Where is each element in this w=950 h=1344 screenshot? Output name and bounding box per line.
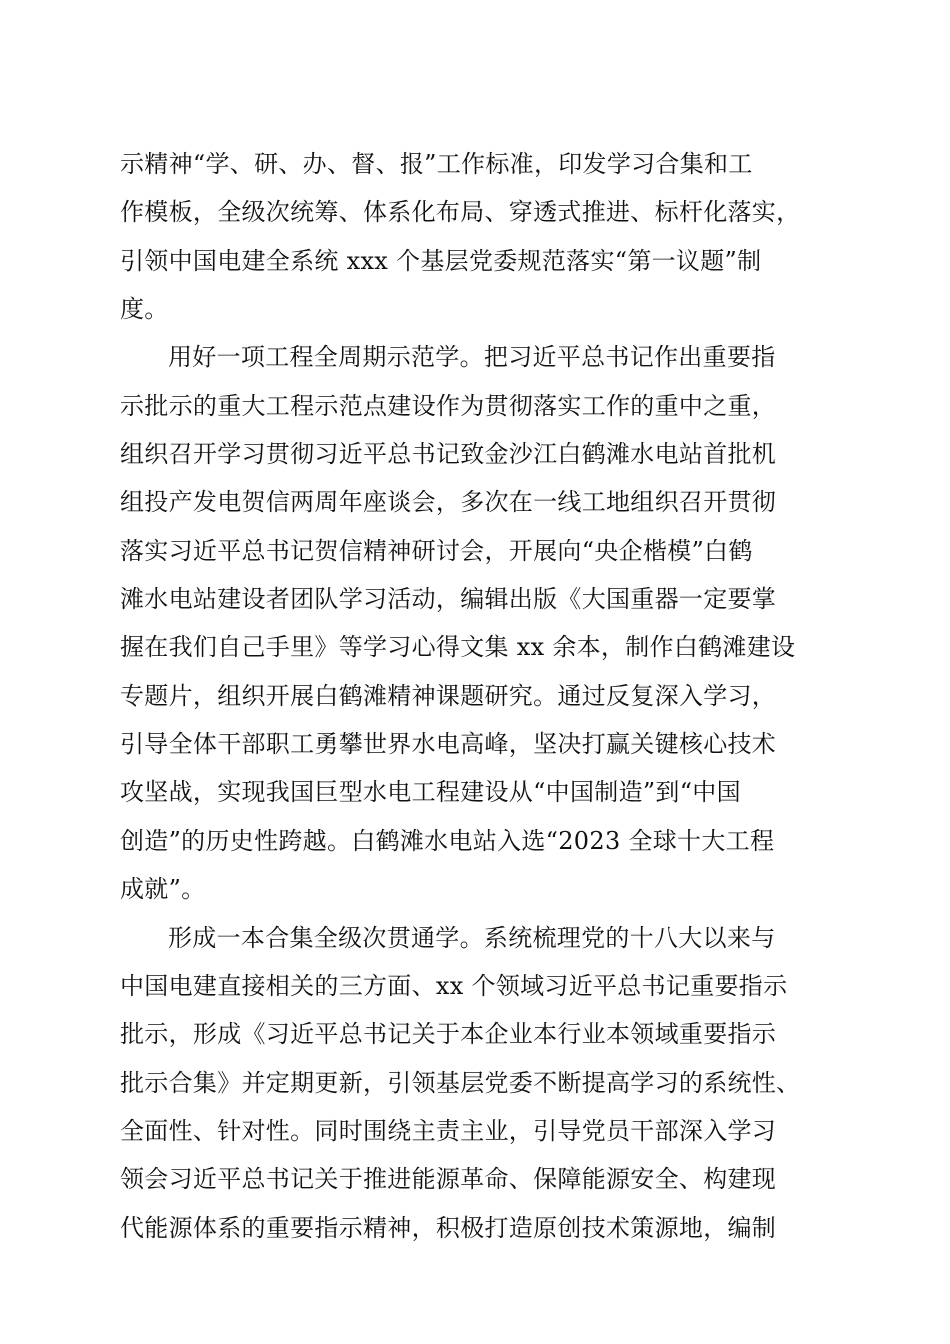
text-line: 批示，形成《习近平总书记关于本企业本行业本领域重要指示 [120, 1020, 777, 1049]
text-line: 用好一项工程全周期示范学。把习近平总书记作出重要指 [168, 343, 776, 372]
text-line: 专题片，组织开展白鹤滩精神课题研究。通过反复深入学习， [120, 681, 777, 710]
text-line: 度。 [120, 295, 169, 324]
paragraph-1 [120, 140, 840, 333]
text-line: 成就”。 [120, 875, 206, 904]
text-line: 攻坚战，实现我国巨型水电工程建设从“中国制造”到“中国 [120, 778, 741, 807]
document-body [120, 140, 840, 1252]
text-line: 示精神“学、研、办、督、报”工作标准，印发学习合集和工 [120, 150, 753, 178]
text-line: 引导全体干部职工勇攀世界水电高峰，坚决打赢关键核心技术 [120, 730, 777, 759]
paragraph-3 [120, 914, 840, 1252]
text-line: 作模板，全级次统筹、体系化布局、穿透式推进、标杆化落实， [120, 198, 801, 227]
text-line: 形成一本合集全级次贯通学。系统梳理党的十八大以来与 [168, 923, 776, 952]
text-line: 中国电建直接相关的三方面、xx 个领域习近平总书记重要指示 [120, 971, 788, 1000]
text-line: 示批示的重大工程示范点建设作为贯彻落实工作的重中之重， [120, 391, 777, 420]
text-line: 滩水电站建设者团队学习活动，编辑出版《大国重器一定要掌 [120, 585, 777, 614]
paragraph-2 [120, 333, 840, 913]
text-line: 引领中国电建全系统 xxx 个基层党委规范落实“第一议题”制 [120, 246, 762, 275]
text-line: 创造”的历史性跨越。白鹤滩水电站入选“2023 全球十大工程 [120, 826, 775, 855]
text-line: 领会习近平总书记关于推进能源革命、保障能源安全、构建现 [120, 1165, 777, 1194]
text-line: 组投产发电贺信两周年座谈会，多次在一线工地组织召开贯彻 [120, 488, 777, 517]
text-line: 组织召开学习贯彻习近平总书记致金沙江白鹤滩水电站首批机 [120, 440, 777, 469]
text-line: 落实习近平总书记贺信精神研讨会，开展向“央企楷模”白鹤 [120, 536, 753, 565]
text-line: 握在我们自己手里》等学习心得文集 xx 余本，制作白鹤滩建设 [120, 633, 796, 662]
text-line: 全面性、针对性。同时围绕主责主业，引导党员干部深入学习 [120, 1116, 777, 1145]
text-line: 代能源体系的重要指示精神，积极打造原创技术策源地，编制 [120, 1213, 777, 1242]
text-line: 批示合集》并定期更新，引领基层党委不断提高学习的系统性、 [120, 1068, 801, 1097]
